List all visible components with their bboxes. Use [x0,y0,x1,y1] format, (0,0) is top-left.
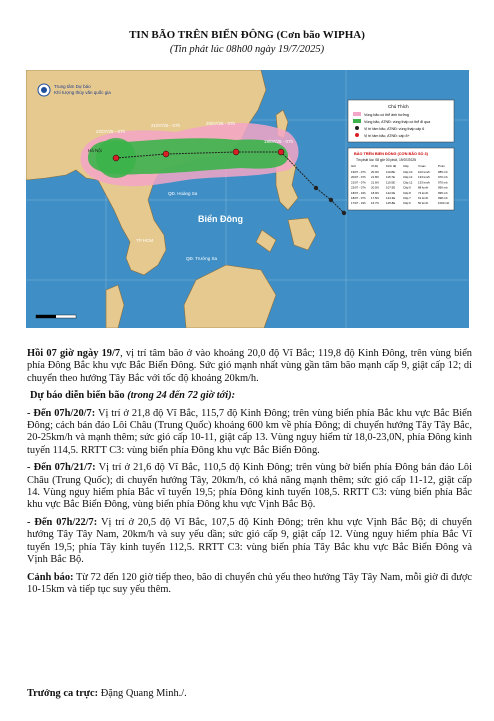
table-cell: Cấp 12 [403,180,413,185]
storm-position-marker [314,186,318,190]
forecast-item-2-time: - Đến 07h/21/7: [27,462,96,474]
storm-position-marker [113,155,119,161]
agency-name-line2: Khí tượng thủy văn quốc gia [54,90,111,95]
table-cell: 21.6N [371,180,379,185]
track-label: 21/07/25 - 07h [151,123,181,128]
warning-paragraph [27,572,472,597]
table-cell: 133 km/h [418,175,430,180]
storm-position-marker [329,198,333,202]
forecast-item-2-text: Vị trí ở 21,6 độ Vĩ Bắc, 110,5 độ Kinh Đông; trên vùng bờ biển phía Đông bán đảo Lôi Châu (Trung Quốc); di chuyển hướng Tây, 20km/h, có khả năng mạnh thêm; sức gió cấp 11-12, giật cấp 14. Vùng nguy hiểm phía Bắc vĩ tuyến 19,5; phía Đông kinh tuyến 108,5. RRTT C3: vùng biển phía Bắc khu vực Bắc Biển Đông, vùng biển phía Đông khu vực Vịnh Bắc Bộ. [27,462,473,511]
issued-time: (Tin phát lúc 08h00 ngày 19/7/2025) [169,44,325,55]
storm-position-marker [233,149,239,155]
sea-label: Biển Đông [198,214,243,224]
forecast-item-1-text: Vị trí ở 21,8 độ Vĩ Bắc, 115,7 độ Kinh Đông; trên vùng biển phía Bắc khu vực Bắc Biển Đông; cách bán đảo Lôi Châu (Trung Quốc) khoảng 600 km về phía Đông; di chuyển hướng Tây Tây Bắc, 20-25km/h và mạnh thêm; sức gió cấp 10-11, giật cấp 13. Vùng nguy hiểm từ 18,0-23,0N, phía Đông kinh tuyến 114,5. RRTT C3: vùng biển phía Đông khu vực Bắc Biển Đông. [27,407,472,456]
table-cell: 970 mb [438,180,448,185]
agency-name-line1: Trung tâm Dự báo [54,84,91,89]
table-cell: 1000 mb [438,201,450,206]
table-cell: 22/07 - 07h [351,185,366,190]
truong-sa-label: QĐ. Trường Sa [186,256,217,261]
storm-position-marker [278,149,284,155]
hcm-label: TP HCM [136,238,154,243]
forecast-item-3-time: - Đến 07h/22/7: [27,516,98,528]
forecast-item-3-text: Vị trí ở 20,5 độ Vĩ Bắc, 107,5 độ Kinh Đông; trên khu vực Vịnh Bắc Bộ; di chuyển hướng Tây Tây Nam, 20km/h và suy yếu dần; sức gió cấp 9, giật cấp 12. Vùng nguy hiểm phía Bắc Vĩ tuyến 19,5; phía Tây kinh tuyến 112,5. RRTT C3: vùng biển phía Tây Bắc khu vực Bắc Biển Đông và Vịnh Bắc Bộ. [27,516,472,566]
table-cell: 124.3E [386,196,396,200]
signature-name: Đặng Quang Minh./. [98,688,187,699]
table-cell: Cấp 10 [403,170,413,174]
table-cell: 16.7N [371,201,379,206]
table-header: Kinh độ [386,164,397,168]
table-cell: 990 mb [438,185,448,190]
hanoi-label: Hà Nội [88,148,102,153]
table-cell: 17/07 - 19h [351,201,366,206]
hoang-sa-label: QĐ. Hoàng Sa [168,191,198,196]
table-cell: 985 mb [438,170,448,174]
track-label: 20/07/25 - 07h [206,121,236,126]
forecast-heading-note: (trong 24 đến 72 giờ tới): [127,390,236,402]
table-header: Cấp [403,164,409,168]
legend-title: Chú Thích [388,104,409,109]
table-cell: 20.0N [371,170,379,174]
table-cell: 115.7E [386,175,395,180]
bulletin-title: TIN BÃO TRÊN BIỂN ĐÔNG (Cơn bão WIPHA) [129,29,365,41]
table-cell: 21.8N [371,175,379,180]
forecast-table [348,148,454,210]
warning-text: Từ 72 đến 120 giờ tiếp theo, bão di chuyển chủ yếu theo hướng Tây Tây Nam, mỗi giờ đi được 10-15km và tiếp tục suy yếu thêm. [27,571,473,595]
table-cell: 102 km/h [418,170,430,174]
storm-position-marker [163,151,169,157]
legend-item: Vùng bão có thể ảnh hưởng [364,113,409,117]
warning-label: Cảnh báo: [27,571,74,583]
forecast-item-2 [27,462,472,512]
legend-item: Vị trí tâm bão, ATNĐ: cấp 8+ [364,134,410,138]
table-cell: 20.5N [371,185,379,190]
table-cell: 107.5E [386,185,396,190]
table-cell: 125.8E [386,201,396,206]
table-cell: 122.0E [386,190,396,195]
table-cell: 998 mb [438,196,448,200]
table-header: Vmax [418,164,426,168]
forecast-heading [27,390,472,402]
table-title: BẢO TRÊN BIỂN ĐÔNG (CƠN BÃO SỐ 3) [354,152,428,156]
table-header: Pmin [438,164,445,168]
forecast-item-3 [27,517,472,567]
bulletin-body [27,348,472,601]
signature-label: Trưởng ca trực: [27,688,99,699]
table-cell: Cấp 7 [403,196,411,200]
table-cell: 21/07 - 07h [351,180,366,185]
table-cell: Cấp 12 [403,175,413,180]
legend-item: Vị trí tâm bão, ATNĐ: vùng thấp cấp 6 [364,127,425,131]
table-cell: 19/07 - 07h [351,170,366,174]
table-cell: Cấp 9 [403,185,411,190]
table-cell: 17.5N [371,196,379,200]
table-cell: 61 km/h [418,196,429,200]
table-cell: 74 km/h [418,190,429,195]
table-cell: 18/07 - 07h [351,196,366,200]
table-subtitle: Tin phát lúc: 08 giờ 00 phút, 19/07/2025 [356,158,416,162]
table-cell: 88 km/h [418,185,429,190]
table-cell: 133 km/h [418,180,430,185]
table-header: Giờ [351,164,356,168]
track-label: 22/07/25 - 07h [96,129,126,134]
table-cell: 18.9N [371,190,379,195]
intro-time: Hồi 07 giờ ngày 19/7 [27,348,121,359]
table-cell: 18/07 - 19h [351,190,366,195]
agency-logo [38,84,50,96]
legend-item: Vùng bão, ATNĐ: vùng thấp có thể đi qua [364,120,431,124]
map-legend [348,100,454,142]
table-cell: Cấp 8 [403,190,411,195]
signature [27,688,187,699]
forecast-item-1 [27,408,472,458]
scale-bar [36,315,76,318]
table-header: Vĩ độ [371,164,379,168]
current-position-paragraph [27,348,472,385]
table-cell: 110.5E [386,180,395,185]
table-cell: Cấp 6 [403,201,411,206]
track-label: 19/07/25 - 07h [264,139,294,144]
table-cell: 970 mb [438,175,448,180]
forecast-heading-text: Dự báo diễn biến bão [30,390,125,402]
storm-track-map [26,70,469,328]
table-cell: 50 km/h [418,201,429,206]
forecast-item-1-time: - Đến 07h/20/7: [27,407,96,419]
table-cell: 995 mb [438,190,448,195]
table-cell: 119.8E [386,170,395,174]
intro-text: , vị trí tâm bão ở vào khoảng 20,0 độ Vĩ Bắc; 119,8 độ Kinh Đông, trên vùng biển phía Đông Bắc khu vực Bắc Biển Đông. Sức gió mạnh nhất vùng gần tâm bão mạnh cấp 9, giật cấp 12; di chuyển theo hướng Tây Bắc với tốc độ khoảng 20km/h. [27,348,473,384]
table-cell: 20/07 - 07h [351,175,366,180]
storm-position-marker [342,211,346,215]
